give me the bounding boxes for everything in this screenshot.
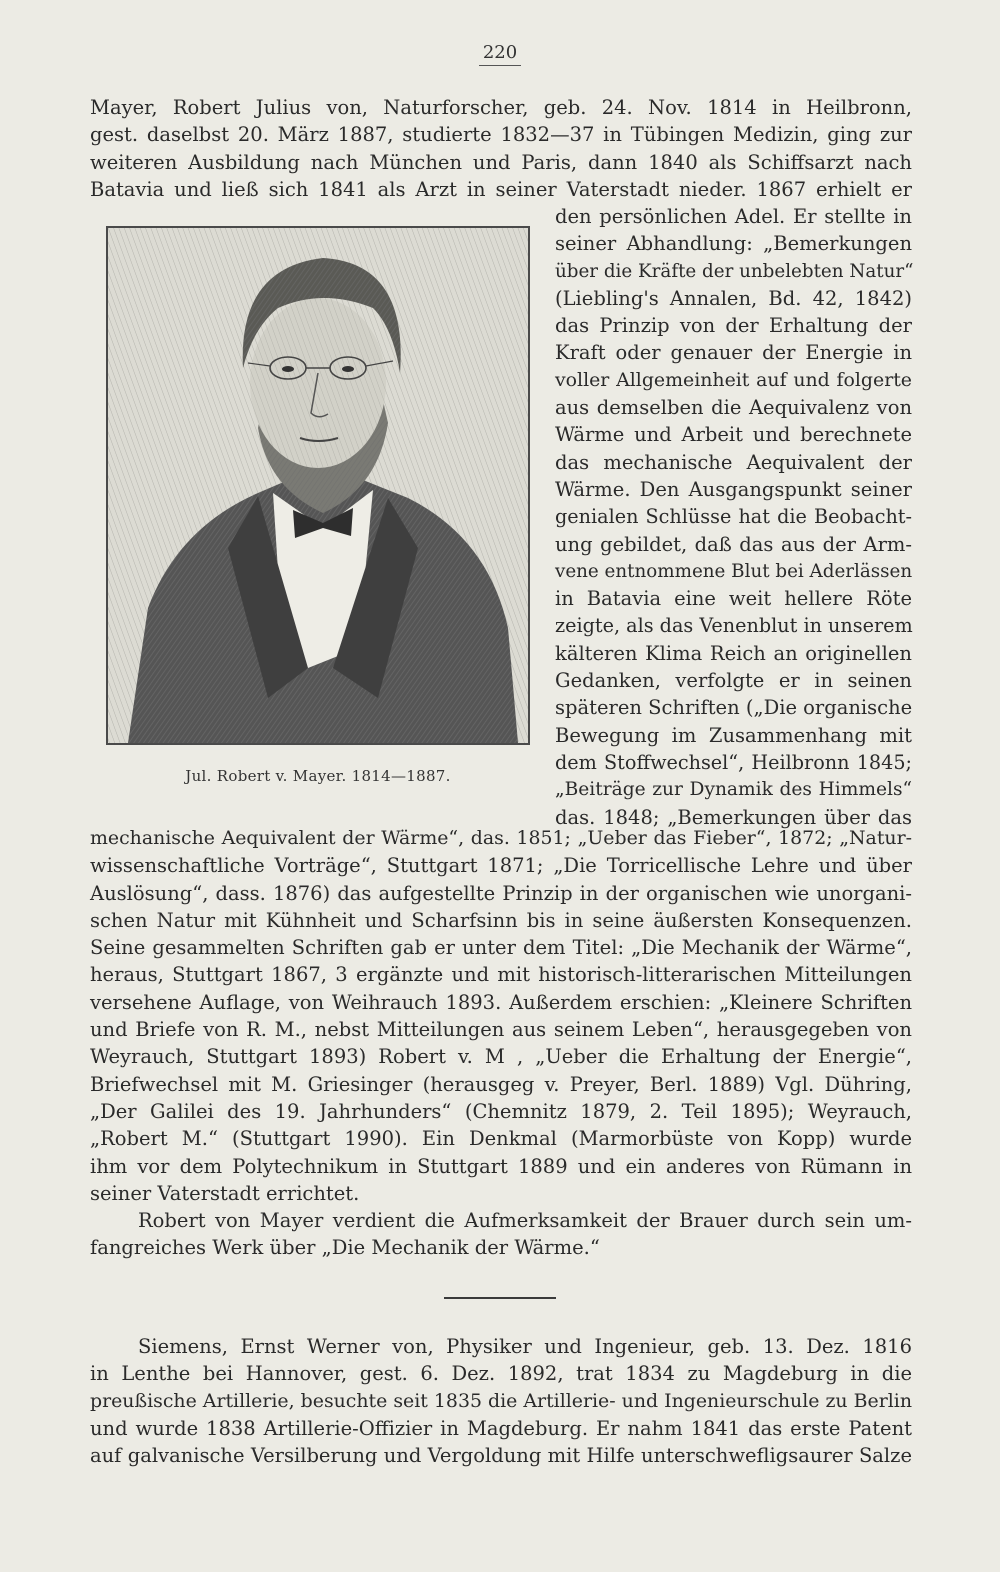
text-line: Siemens, Ernst Werner von, Physiker und Ingenieur, geb. 13. Dez. 1816 [138,1335,912,1358]
text-line: dem Stoffwechsel“, Heilbronn 1845; [555,750,912,774]
section-divider [444,1297,556,1299]
text-line: auf galvanische Versilberung und Vergoldung mit Hilfe unterschwefligsaurer Salze [90,1444,912,1468]
text-line: Robert von Mayer verdient die Aufmerksamkeit der Brauer durch sein um- [138,1209,912,1233]
text-line: Weyrauch, Stuttgart 1893) Robert v. M , „Ueber die Erhaltung der Energie“, [90,1045,912,1069]
text-line: seiner Abhandlung: „Bemerkungen [555,232,912,256]
text-line: wissenschaftliche Vorträge“, Stuttgart 1871; „Die Torricellische Lehre und über [90,854,912,878]
text-line: zeigte, als das Venenblut in unserem [555,614,913,638]
text-line: und Briefe von R. M., nebst Mitteilungen aus seinem Leben“, herausgegeben von [90,1018,912,1042]
text-line: Kraft oder genauer der Energie in [555,341,912,365]
text-line: genialen Schlüsse hat die Beobacht- [555,505,912,529]
text-line: mechanische Aequivalent der Wärme“, das. 1851; „Ueber das Fieber“, 1872; „Natur- [90,827,912,849]
text-line: „Der Galilei des 19. Jahrhunders“ (Chemnitz 1879, 2. Teil 1895); Weyrauch, [90,1099,912,1123]
text-line: seiner Vaterstadt errichtet. [90,1181,360,1205]
text-line: Briefwechsel mit M. Griesinger (herausgeg v. Preyer, Berl. 1889) Vgl. Dühring, [90,1072,912,1096]
text-line: das. 1848; „Bemerkungen über das [555,805,912,829]
mayer-entry-bottom [90,825,912,1262]
text-line: späteren Schriften („Die organische [555,696,913,720]
text-line: (Liebling's Annalen, Bd. 42, 1842) [555,286,912,310]
text-line: kälteren Klima Reich an originellen [555,641,912,665]
text-line: und wurde 1838 Artillerie-Offizier in Magdeburg. Er nahm 1841 das erste Patent [90,1416,912,1440]
portrait-caption: Jul. Robert v. Mayer. 1814—1887. [185,767,451,785]
text-line: voller Allgemeinheit auf und folgerte [555,368,912,391]
page-number: 220 [0,42,1000,63]
mayer-entry-side-column [555,203,912,831]
text-line: ihm vor dem Polytechnikum in Stuttgart 1889 und ein anderes von Rümann in [90,1154,912,1178]
text-line: preußische Artillerie, besuchte seit 1835 die Artillerie- und Ingenieurschule zu Berlin [90,1389,912,1412]
text-line: Wärme und Arbeit und berechnete [555,423,912,447]
portrait-engraving [106,226,530,745]
text-line: gest. daselbst 20. März 1887, studierte 1832—37 in Tübingen Medizin, ging zur [90,123,912,147]
text-line: das Prinzip von der Erhaltung der [555,314,912,338]
text-line: vene entnommene Blut bei Aderlässen [555,560,913,582]
text-line: das mechanische Aequivalent der [555,450,912,474]
text-line: Wärme. Den Ausgangspunkt seiner [555,477,912,501]
text-line: Gedanken, verfolgte er in seinen [555,669,912,693]
text-line: „Robert M.“ (Stuttgart 1990). Ein Denkmal (Marmorbüste von Kopp) wurde [90,1127,912,1151]
text-line: weiteren Ausbildung nach München und Paris, dann 1840 als Schiffsarzt nach [90,150,912,174]
portrait-image [108,228,528,743]
text-line: Seine gesammelten Schriften gab er unter dem Titel: „Die Mechanik der Wärme“, [90,936,912,960]
siemens-entry [90,1333,912,1469]
text-line: Batavia und ließ sich 1841 als Arzt in seiner Vaterstadt nieder. 1867 erhielt er [90,177,912,201]
text-line: ung gebildet, daß das aus der Arm- [555,532,912,556]
text-line: den persönlichen Adel. Er stellte in [555,205,912,228]
text-line: „Beiträge zur Dynamik des Himmels“ [555,779,912,801]
text-line: fangreiches Werk über „Die Mechanik der Wärme.“ [90,1236,600,1260]
text-line: Auslösung“, dass. 1876) das aufgestellte Prinzip in der organischen wie unorgani- [90,881,912,905]
text-line: heraus, Stuttgart 1867, 3 ergänzte und mit historisch-litterarischen Mitteilungen [90,963,912,987]
text-line: schen Natur mit Kühnheit und Scharfsinn bis in seine äußersten Konsequenzen. [90,908,912,932]
text-line: in Batavia eine weit hellere Röte [555,587,912,611]
text-line: in Lenthe bei Hannover, gest. 6. Dez. 1892, trat 1834 zu Magdeburg in die [90,1362,912,1386]
text-line: Bewegung im Zusammenhang mit [555,723,912,747]
text-line: über die Kräfte der unbelebten Natur“ [555,260,914,282]
text-line: versehene Auflage, von Weihrauch 1893. Außerdem erschien: „Kleinere Schriften [90,990,912,1014]
mayer-entry-top [90,94,912,203]
text-line: Mayer, Robert Julius von, Naturforscher, geb. 24. Nov. 1814 in Heilbronn, [90,96,912,119]
text-line: aus demselben die Aequivalenz von [555,396,912,420]
